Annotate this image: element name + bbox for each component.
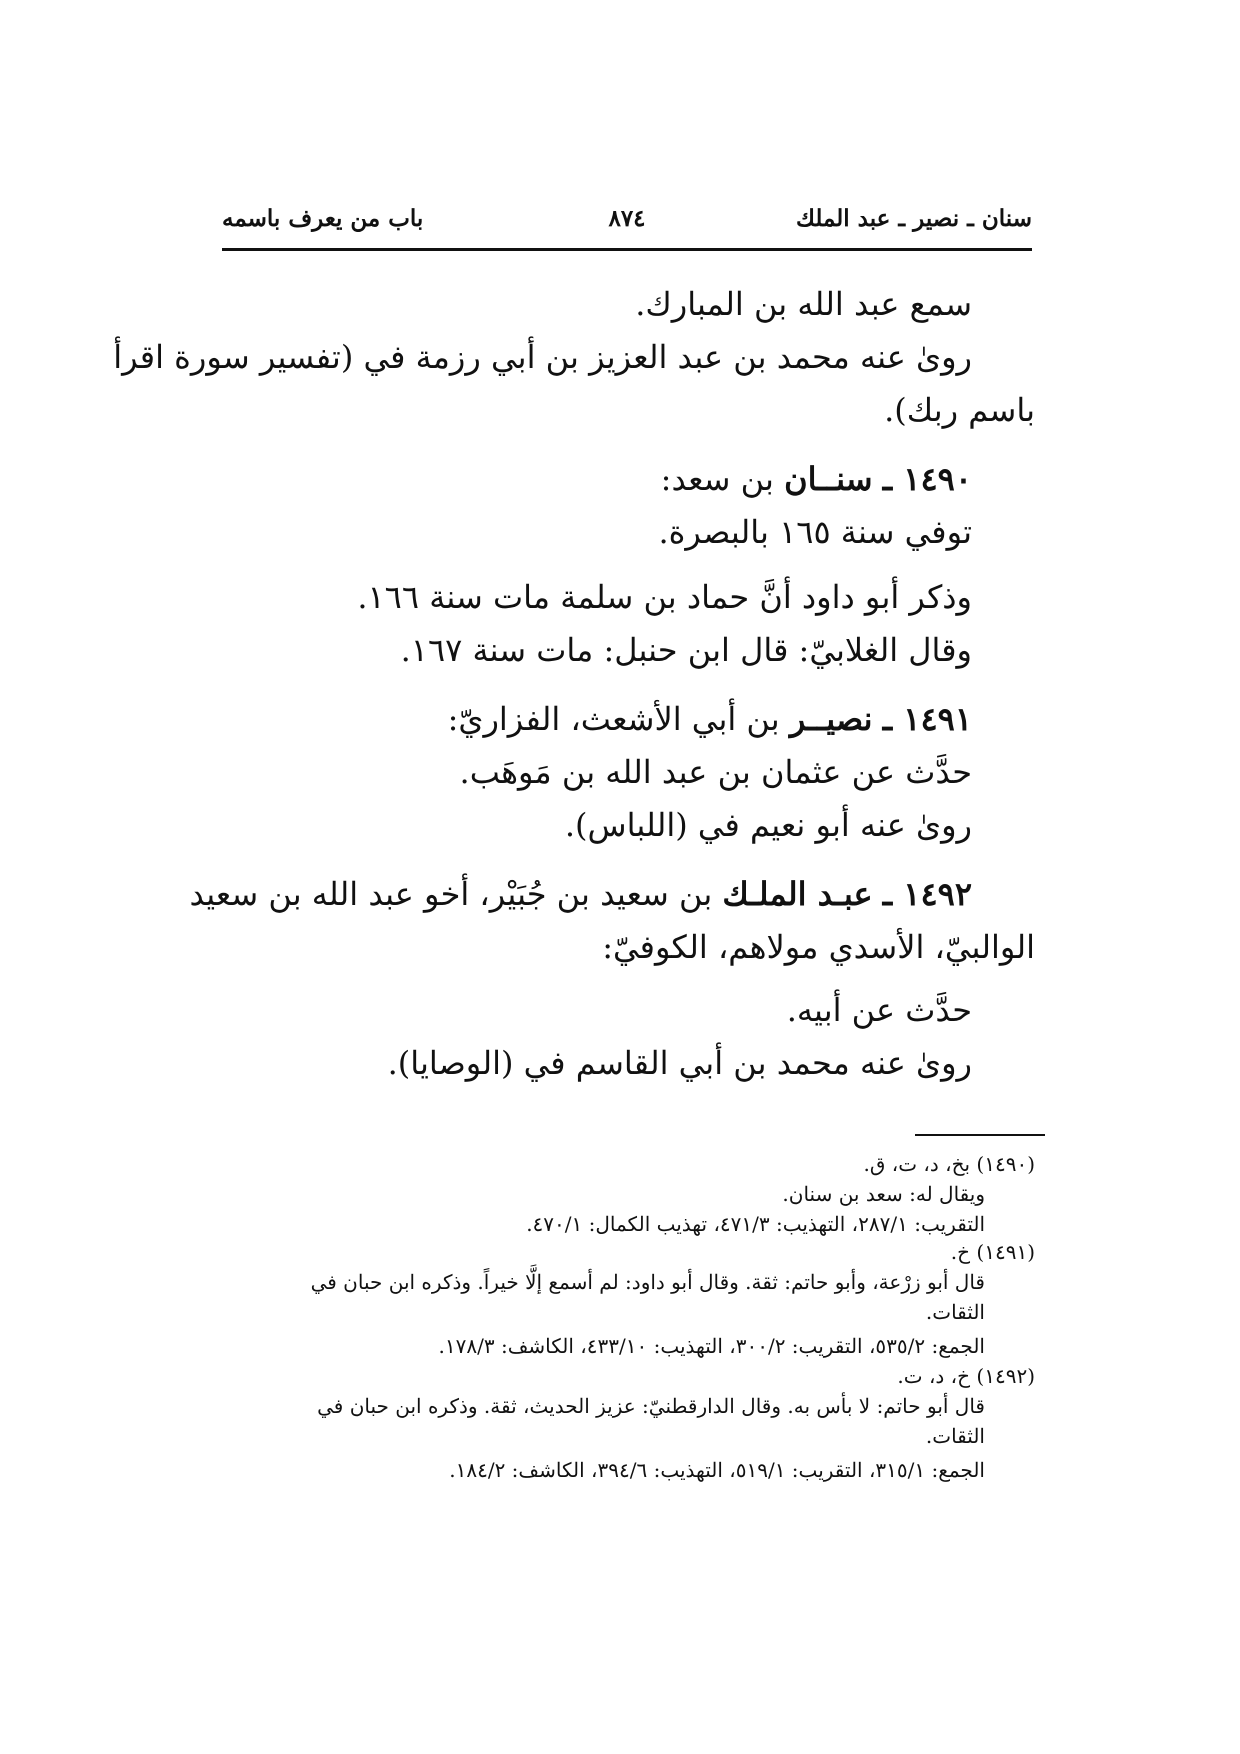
body-line: حدَّث عن عثمان بن عبد الله بن مَوهَب. — [459, 753, 972, 791]
entry-lineage: بن سعيد بن جُبَيْر، أخو عبد الله بن سعيد — [189, 875, 713, 913]
header-entries-title: سنان ـ نصير ـ عبد الملك — [795, 205, 1032, 232]
footnote-heading: (١٤٩١) خ. — [950, 1240, 1035, 1264]
body-line: وذكر أبو داود أنَّ حماد بن سلمة مات سنة ١٦٦. — [357, 578, 972, 616]
body-line: حدَّث عن أبيه. — [786, 991, 972, 1029]
entry-name: عبـد الملـك — [722, 875, 873, 913]
footnote-line: ويقال له: سعد بن سنان. — [782, 1182, 985, 1206]
body-line: روىٰ عنه أبو نعيم في (اللباس). — [564, 806, 972, 844]
footnote-line: الجمع: ٣١٥/١، التقريب: ٥١٩/١، التهذيب: ٣٩٤/٦، الكاشف: ١٨٤/٢. — [449, 1458, 985, 1482]
footnote-line: الثقات. — [925, 1424, 985, 1448]
footnote-line: الثقات. — [925, 1300, 985, 1324]
footnote-line: قال أبو زرْعة، وأبو حاتم: ثقة. وقال أبو داود: لم أسمع إلَّا خيراً. وذكره ابن حبان في — [310, 1270, 985, 1294]
footnote-heading: (١٤٩٠) بخ، د، ت، ق. — [863, 1152, 1035, 1176]
footnote-heading: (١٤٩٢) خ، د، ت. — [897, 1364, 1035, 1388]
body-line: روىٰ عنه محمد بن أبي القاسم في (الوصايا). — [387, 1044, 972, 1082]
body-line: وقال الغلابيّ: قال ابن حنبل: مات سنة ١٦٧. — [400, 631, 972, 669]
entry-1490-heading — [661, 457, 972, 501]
body-line: باسم ربك). — [884, 391, 1035, 429]
footnote-separator — [915, 1134, 1045, 1136]
running-header — [222, 205, 1032, 245]
header-chapter-title: باب من يعرف باسمه — [222, 205, 424, 232]
footnote-line: الجمع: ٥٣٥/٢، التقريب: ٣٠٠/٢، التهذيب: ٤٣٣/١٠، الكاشف: ١٧٨/٣. — [438, 1334, 985, 1358]
body-line: سمع عبد الله بن المبارك. — [635, 285, 972, 323]
entry-number: ١٤٩١ ـ — [882, 700, 972, 738]
footnote-line: قال أبو حاتم: لا بأس به. وقال الدارقطنيّ: عزيز الحديث، ثقة. وذكره ابن حبان في — [317, 1394, 985, 1418]
footnote-line: التقريب: ٢٨٧/١، التهذيب: ٤٧١/٣، تهذيب الكمال: ٤٧٠/١. — [526, 1212, 985, 1236]
body-line: روىٰ عنه محمد بن عبد العزيز بن أبي رزمة في (تفسير سورة اقرأ — [113, 338, 972, 376]
entry-number: ١٤٩٠ ـ — [882, 460, 972, 498]
entry-name: نصيــر — [789, 700, 873, 738]
body-line: الوالبيّ، الأسدي مولاهم، الكوفيّ: — [602, 928, 1035, 966]
entry-1491-heading — [448, 697, 972, 741]
entry-1492-heading — [189, 872, 972, 916]
header-rule — [222, 248, 1032, 251]
entry-number: ١٤٩٢ ـ — [882, 875, 972, 913]
page-number: ٨٧٤ — [608, 205, 646, 232]
entry-lineage: بن سعد: — [660, 460, 774, 498]
body-line: توفي سنة ١٦٥ بالبصرة. — [658, 513, 972, 551]
entry-lineage: بن أبي الأشعث، الفزاريّ: — [447, 700, 780, 738]
entry-name: سنــان — [784, 460, 873, 498]
